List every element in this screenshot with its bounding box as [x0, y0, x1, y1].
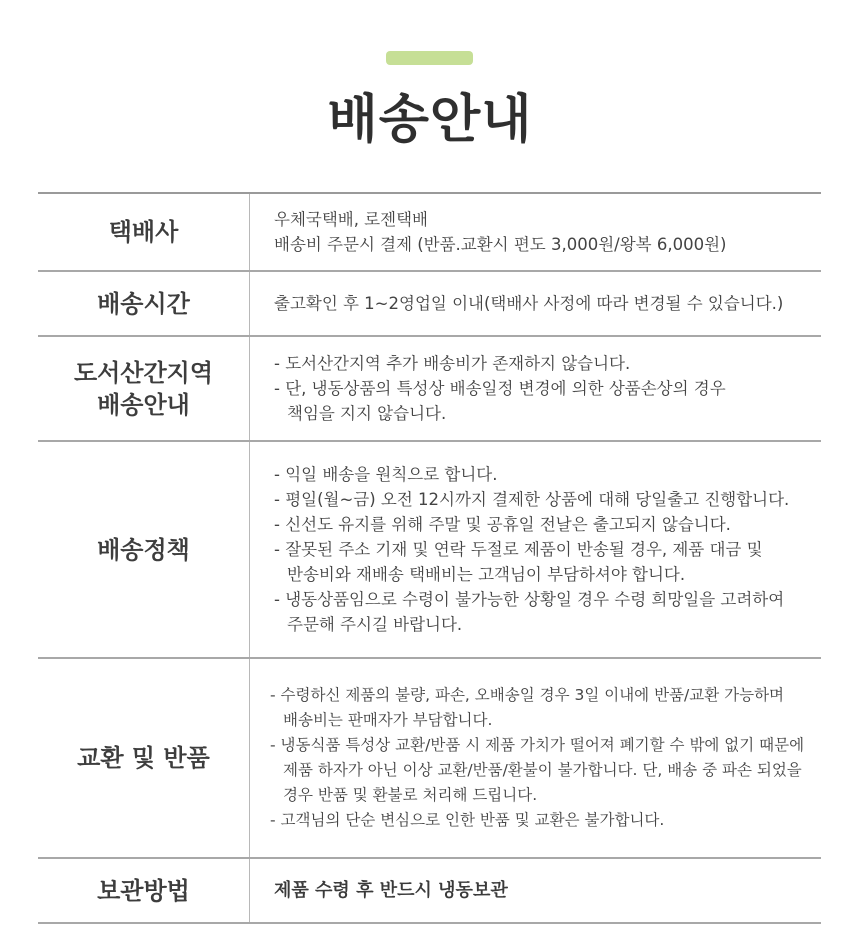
content-line: 우체국택배, 로젠택배 — [274, 210, 428, 229]
row-label-delivery-policy: 배송정책 — [38, 442, 250, 657]
content-line: 제품 수령 후 반드시 냉동보관 — [274, 880, 508, 901]
row-label-exchange-return: 교환 및 반품 — [38, 659, 250, 857]
row-label-delivery-time: 배송시간 — [38, 272, 250, 335]
content-line: 제품 하자가 아닌 이상 교환/반품/환불이 불가합니다. 단, 배송 중 파손 되었을 — [283, 761, 802, 779]
table-row-exchange-return — [38, 659, 821, 859]
content-line: 출고확인 후 1~2영업일 이내(택배사 사정에 따라 변경될 수 있습니다.) — [274, 294, 784, 313]
content-line: - 잘못된 주소 기재 및 연락 두절로 제품이 반송될 경우, 제품 대금 및 — [274, 540, 763, 559]
row-label-courier: 택배사 — [38, 194, 250, 270]
table-row-courier — [38, 194, 821, 272]
shipping-info-table — [38, 192, 821, 924]
content-line: 주문해 주시길 바랍니다. — [287, 615, 463, 634]
table-row-remote-area — [38, 337, 821, 442]
content-line: 책임을 지지 않습니다. — [287, 404, 447, 423]
table-row-delivery-policy — [38, 442, 821, 659]
content-line: - 도서산간지역 추가 배송비가 존재하지 않습니다. — [274, 354, 631, 373]
content-line: - 익일 배송을 원칙으로 합니다. — [274, 465, 498, 484]
content-line: - 고객님의 단순 변심으로 인한 반품 및 교환은 불가합니다. — [270, 811, 665, 829]
content-line: - 평일(월~금) 오전 12시까지 결제한 상품에 대해 당일출고 진행합니다. — [274, 490, 790, 509]
content-line: - 냉동상품임으로 수령이 불가능한 상황일 경우 수령 희망일을 고려하여 — [274, 590, 785, 609]
content-line: 경우 반품 및 환불로 처리해 드립니다. — [283, 786, 538, 804]
table-row-delivery-time — [38, 272, 821, 337]
page-title: 배송안내 — [327, 90, 533, 150]
content-line: 배송비 주문시 결제 (반품.교환시 편도 3,000원/왕복 6,000원) — [274, 235, 727, 254]
content-line: 반송비와 재배송 택배비는 고객님이 부담하셔야 합니다. — [287, 565, 686, 584]
row-content-courier — [250, 194, 821, 270]
content-line: - 단, 냉동상품의 특성상 배송일정 변경에 의한 상품손상의 경우 — [274, 379, 726, 398]
title-accent-bar — [386, 51, 473, 65]
row-content-delivery-policy — [250, 442, 821, 657]
content-line: - 수령하신 제품의 불량, 파손, 오배송일 경우 3일 이내에 반품/교환 가능하며 — [270, 686, 785, 704]
content-line: - 냉동식품 특성상 교환/반품 시 제품 가치가 떨어져 폐기할 수 밖에 없기 때문에 — [270, 736, 805, 754]
row-content-storage — [250, 859, 821, 922]
content-line: - 신선도 유지를 위해 주말 및 공휴일 전날은 출고되지 않습니다. — [274, 515, 731, 534]
row-content-delivery-time — [250, 272, 821, 335]
table-row-storage — [38, 859, 821, 924]
row-label-storage: 보관방법 — [38, 859, 250, 922]
content-line: 배송비는 판매자가 부담합니다. — [283, 711, 493, 729]
row-content-remote-area — [250, 337, 821, 440]
row-label-remote-area: 도서산간지역 배송안내 — [38, 337, 250, 440]
row-content-exchange-return — [250, 659, 821, 857]
